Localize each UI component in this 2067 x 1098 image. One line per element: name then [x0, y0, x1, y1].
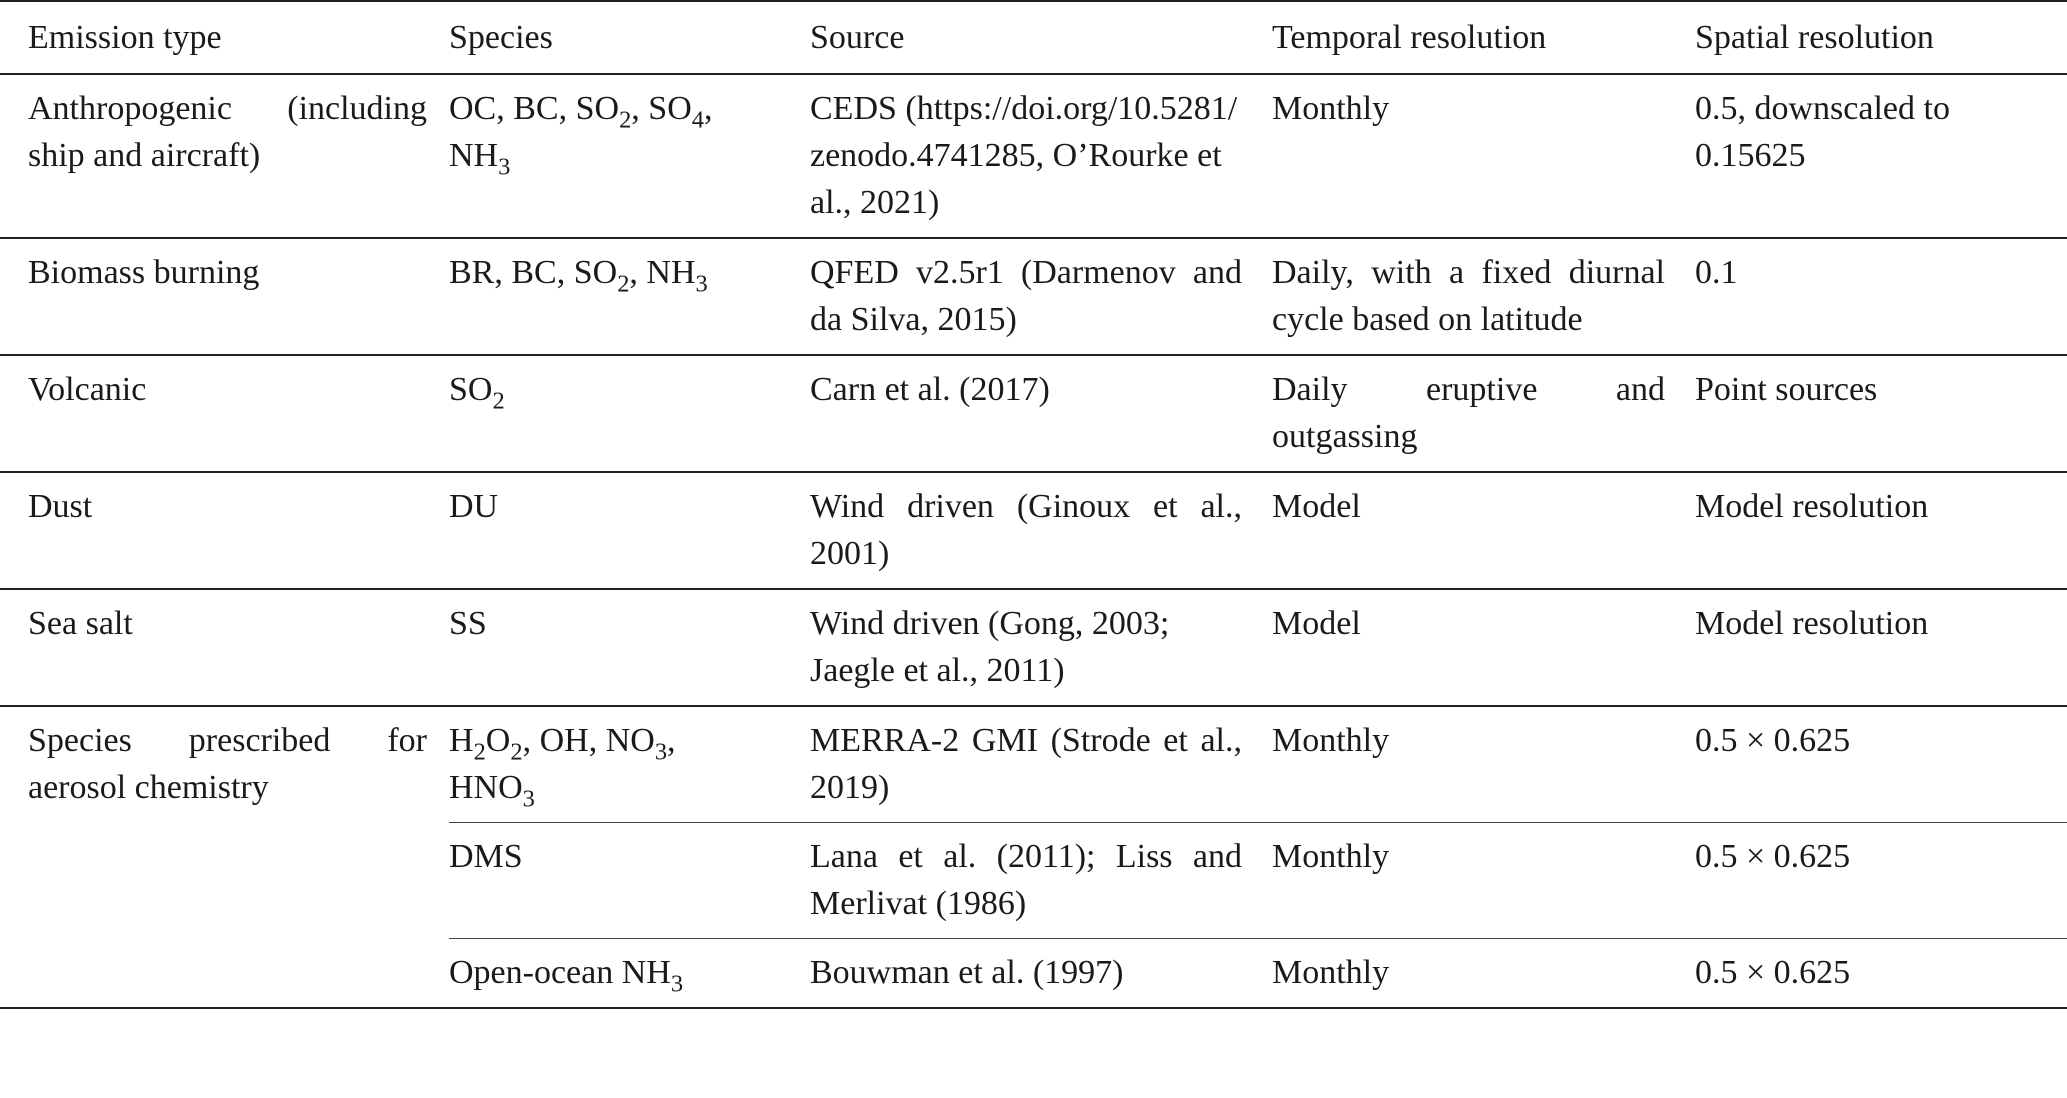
temporal-resolution-cell: Monthly	[1272, 838, 1390, 875]
subscript: 2	[510, 738, 523, 766]
source-cell: QFED v2.5r1 (Darmenov and da Silva, 2015)	[810, 254, 1242, 338]
temporal-resolution-cell: Daily, with a fixed diurnal cycle based on latitude	[1272, 254, 1665, 338]
emission-type-cell: Sea salt	[28, 605, 133, 642]
subscript: 3	[670, 970, 684, 998]
subscript: 2	[473, 738, 486, 766]
table-row	[0, 238, 2067, 355]
table-row	[0, 589, 2067, 706]
subscript: 3	[695, 270, 708, 298]
temporal-resolution-cell: Model	[1272, 488, 1361, 525]
header-source: Source	[810, 1, 1272, 74]
temporal-resolution-cell: Monthly	[1272, 954, 1390, 991]
subscript: 2	[619, 106, 632, 134]
source-cell: Wind driven (Ginoux et al., 2001)	[810, 488, 1242, 572]
species-cell: $SO_2$	[449, 355, 810, 472]
emission-type-cell: Dust	[28, 488, 93, 525]
emission-type-cell: Biomass burning	[28, 254, 260, 291]
header-species: Species	[449, 1, 810, 74]
species-cell: SS	[449, 589, 810, 706]
subscript: 3	[522, 785, 535, 813]
temporal-resolution-cell: Monthly	[1272, 722, 1390, 759]
table-row	[0, 355, 2067, 472]
temporal-resolution-cell: Monthly	[1272, 90, 1390, 127]
header-row	[0, 1, 2067, 74]
header-spatial-resolution: Spatial resolution	[1695, 1, 2067, 74]
spatial-resolution-cell: Model resolution	[1695, 605, 1929, 642]
source-cell: CEDS (https://doi.org/10.5281/zenodo.4741285, O’Rourke et al., 2021)	[810, 90, 1238, 221]
source-cell: MERRA-2 GMI (Strode et al., 2019)	[810, 722, 1242, 806]
table-row	[0, 74, 2067, 238]
species-cell: BR, BC, $SO_2$, $NH_3$	[449, 238, 810, 355]
subscript: 3	[654, 738, 668, 766]
temporal-resolution-cell: Model	[1272, 605, 1361, 642]
spatial-resolution-cell: 0.5, downscaled to 0.15625	[1695, 90, 1950, 174]
spatial-resolution-cell: Point sources	[1695, 371, 1878, 408]
source-cell: Bouwman et al. (1997)	[810, 954, 1124, 991]
table-row	[0, 472, 2067, 589]
spatial-resolution-cell: Model resolution	[1695, 488, 1929, 525]
spatial-resolution-cell: 0.5 × 0.625	[1695, 722, 1851, 759]
emission-type-cell: Volcanic	[28, 371, 147, 408]
source-cell: Carn et al. (2017)	[810, 371, 1050, 408]
subscript: 2	[617, 270, 630, 298]
spatial-resolution-cell: 0.1	[1695, 254, 1738, 291]
spatial-resolution-cell: 0.5 × 0.625	[1695, 954, 1851, 991]
emission-type-cell: Anthropogenic (including ship and aircraft)	[28, 90, 427, 174]
table-row	[0, 706, 2067, 823]
species-cell: $H_2O_2$, OH, $NO_3$, $HNO_3$	[449, 706, 810, 823]
source-cell: Wind driven (Gong, 2003; Jaegle et al., 2011)	[810, 605, 1170, 689]
species-cell: OC, BC, $SO_2$, $SO_4$, $NH_3$	[449, 74, 810, 238]
subscript: 4	[691, 106, 704, 134]
species-cell: DU	[449, 472, 810, 589]
header-temporal-resolution: Temporal resolution	[1272, 1, 1695, 74]
emission-type-cell: Species prescribed for aerosol chemistry	[28, 722, 427, 806]
species-cell: Open-ocean $NH_3$	[449, 939, 810, 1009]
species-cell: DMS	[449, 823, 810, 939]
subscript: 3	[498, 153, 511, 181]
subscript: 2	[492, 387, 505, 415]
temporal-resolution-cell: Daily eruptive and outgassing	[1272, 371, 1665, 455]
spatial-resolution-cell: 0.5 × 0.625	[1695, 838, 1851, 875]
source-cell: Lana et al. (2011); Liss and Merlivat (1986)	[810, 838, 1242, 922]
header-emission-type: Emission type	[0, 1, 449, 74]
